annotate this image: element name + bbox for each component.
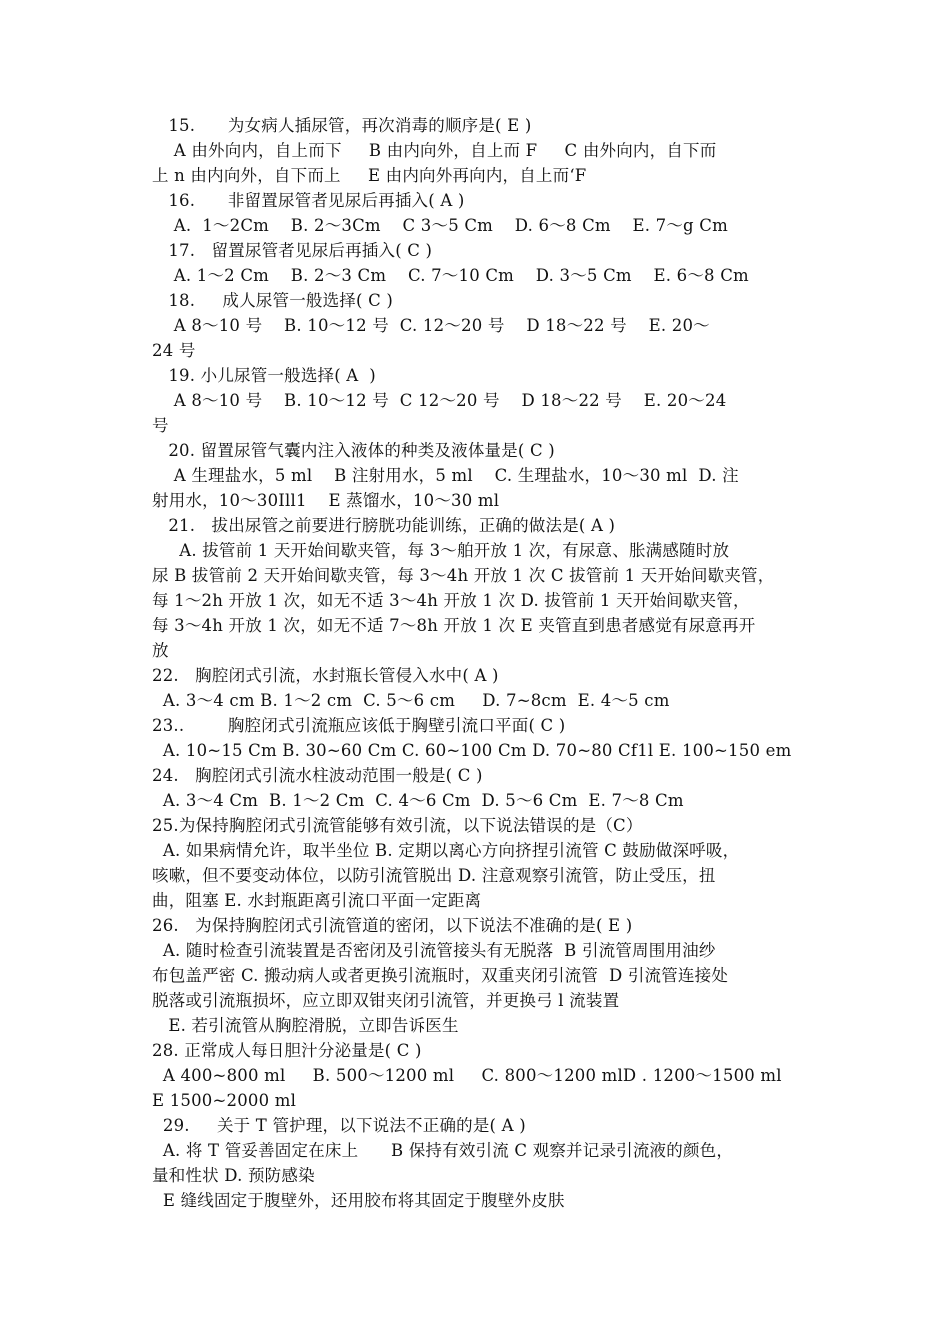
question-21-options-line-5: 放 [152, 641, 169, 660]
question-25-options-line-3: 曲，阻塞 E. 水封瓶距离引流口平面一定距离 [152, 891, 482, 910]
question-18-options-line-1: A 8～10 号 B. 10～12 号 C. 12～20 号 D 18～22 号 E. 20～ [152, 316, 710, 335]
question-16-stem: 16. 非留置尿管者见尿后再插入( A ) [152, 191, 465, 210]
question-18-stem: 18. 成人尿管一般选择( C ) [152, 291, 393, 310]
question-23-stem: 23.. 胸腔闭式引流瓶应该低于胸壁引流口平面( C ) [152, 716, 566, 735]
question-15-stem: 15. 为女病人插尿管，再次消毒的顺序是( E ) [152, 116, 532, 135]
question-29-stem: 29. 关于 T 管护理，以下说法不正确的是( A ) [152, 1116, 526, 1135]
question-22-options: A. 3～4 cm B. 1～2 cm C. 5～6 cm D. 7~8cm E. 4～5 cm [152, 691, 670, 710]
question-25-options-line-2: 咳嗽，但不要变动体位，以防引流管脱出 D. 注意观察引流管，防止受压，扭 [152, 866, 716, 885]
question-26-options-line-4: E. 若引流管从胸腔滑脱，立即告诉医生 [152, 1016, 459, 1035]
question-17-stem: 17. 留置尿管者见尿后再插入( C ) [152, 241, 433, 260]
question-23-options: A. 10~15 Cm B. 30~60 Cm C. 60~100 Cm D. 70~80 Cf1l E. 100~150 em [152, 741, 792, 760]
question-21-options-line-3: 每 1～2h 开放 1 次，如无不适 3～4h 开放 1 次 D. 拔管前 1 天开始间歇夹管， [152, 591, 750, 610]
question-26-stem: 26. 为保持胸腔闭式引流管道的密闭，以下说法不准确的是( E ) [152, 916, 633, 935]
question-18-options-line-2: 24 号 [152, 341, 196, 360]
question-16-options: A. 1～2Cm B. 2～3Cm C 3～5 Cm D. 6～8 Cm E. 7～g Cm [152, 216, 728, 235]
question-15-options-line-1: A 由外向内，自上而下 B 由内向外，自上而 F C 由外向内，自下而 [152, 141, 717, 160]
question-20-stem: 20. 留置尿管气囊内注入液体的种类及液体量是( C ) [152, 441, 555, 460]
question-20-options-line-2: 射用水，10～30Ill1 E 蒸馏水，10～30 ml [152, 491, 500, 510]
question-19-options-line-2: 号 [152, 416, 169, 435]
question-21-options-line-4: 每 3～4h 开放 1 次，如无不适 7～8h 开放 1 次 E 夹管直到患者感觉有尿意再开 [152, 616, 756, 635]
question-25-options-line-1: A. 如果病情允许，取半坐位 B. 定期以离心方向挤捏引流管 C 鼓励做深呼吸， [152, 841, 740, 860]
question-26-options-line-3: 脱落或引流瓶损坏，应立即双钳夹闭引流管，并更换弓 l 流装置 [152, 991, 620, 1010]
question-21-stem: 21. 拔出尿管之前要进行膀胱功能训练，正确的做法是( A ) [152, 516, 616, 535]
question-28-options-line-2: E 1500~2000 ml [152, 1091, 297, 1110]
question-29-options-line-3: E 缝线固定于腹壁外，还用胶布将其固定于腹壁外皮肤 [152, 1191, 565, 1210]
question-17-options: A. 1～2 Cm B. 2～3 Cm C. 7～10 Cm D. 3～5 Cm E. 6～8 Cm [152, 266, 749, 285]
question-28-stem: 28. 正常成人每日胆汁分泌量是( C ) [152, 1041, 422, 1060]
question-22-stem: 22. 胸腔闭式引流，水封瓶长管侵入水中( A ) [152, 666, 499, 685]
question-24-options: A. 3～4 Cm B. 1～2 Cm C. 4～6 Cm D. 5～6 Cm E. 7～8 Cm [152, 791, 684, 810]
question-24-stem: 24. 胸腔闭式引流水柱波动范围一般是( C ) [152, 766, 483, 785]
question-26-options-line-2: 布包盖严密 C. 搬动病人或者更换引流瓶时，双重夹闭引流管 D 引流管连接处 [152, 966, 729, 985]
question-21-options-line-2: 尿 B 拔管前 2 天开始间歇夹管，每 3～4h 开放 1 次 C 拔管前 1 天开始间歇夹管， [152, 566, 775, 585]
question-21-options-line-1: A. 拔管前 1 天开始间歇夹管，每 3～舶开放 1 次，有尿意、胀满感随时放 [152, 541, 730, 560]
question-25-stem: 25.为保持胸腔闭式引流管能够有效引流，以下说法错误的是（C） [152, 816, 643, 835]
question-19-options-line-1: A 8～10 号 B. 10～12 号 C 12～20 号 D 18～22 号 E. 20～24 [152, 391, 727, 410]
question-20-options-line-1: A 生理盐水，5 ml B 注射用水，5 ml C. 生理盐水，10～30 ml D. 注 [152, 466, 739, 485]
question-28-options-line-1: A 400~800 ml B. 500～1200 ml C. 800～1200 mlD . 1200～1500 ml [152, 1066, 782, 1085]
question-29-options-line-2: 量和性状 D. 预防感染 [152, 1166, 315, 1185]
question-15-options-line-2: 上 n 由内向外，自下而上 E 由内向外再向内，自上而‘F [152, 166, 587, 185]
question-19-stem: 19. 小儿尿管一般选择( A ) [152, 366, 376, 385]
question-29-options-line-1: A. 将 T 管妥善固定在床上 B 保持有效引流 C 观察并记录引流液的颜色， [152, 1141, 734, 1160]
question-26-options-line-1: A. 随时检查引流装置是否密闭及引流管接头有无脱落 B 引流管周围用油纱 [152, 941, 716, 960]
